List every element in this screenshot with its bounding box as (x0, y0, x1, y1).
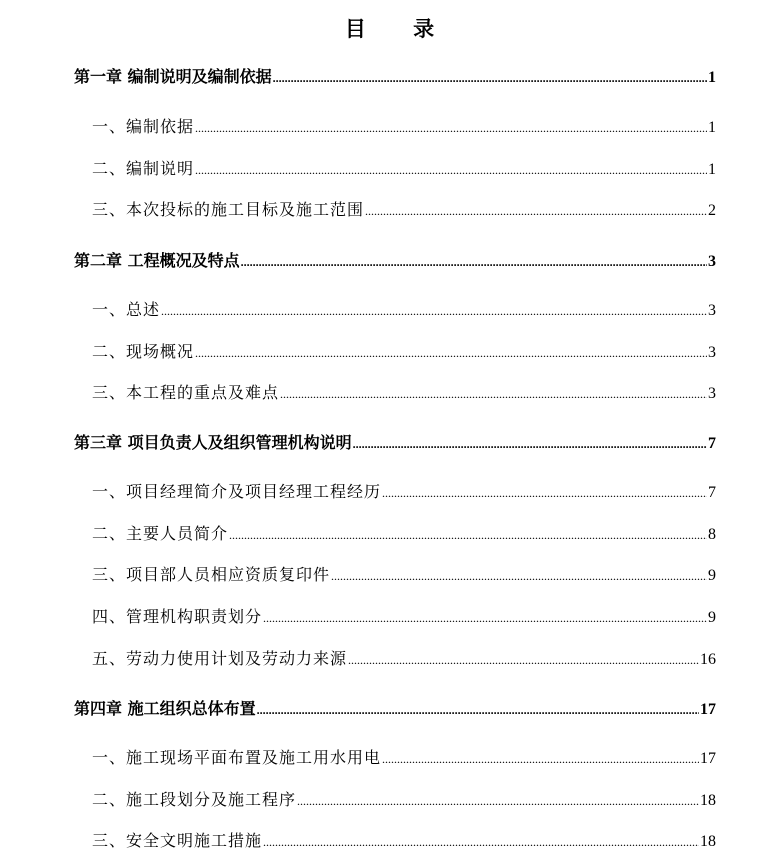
toc-page-number: 18 (700, 833, 716, 850)
toc-leader-dots (331, 563, 707, 589)
toc-entry-section[interactable] (92, 646, 716, 672)
toc-entry-text: 三、本工程的重点及难点 (92, 383, 280, 402)
toc-entry-text: 一、总述 (92, 300, 161, 319)
toc-entry-section[interactable] (92, 787, 716, 813)
toc-leader-dots (241, 249, 707, 275)
toc-page-number: 1 (708, 69, 716, 86)
toc-page-number: 1 (708, 119, 716, 136)
toc-entry-section[interactable] (92, 562, 716, 588)
toc-entry-text: 第三章 项目负责人及组织管理机构说明 (74, 433, 352, 452)
toc-leader-dots (280, 381, 707, 407)
toc-page-number: 8 (708, 526, 716, 543)
toc-page-number: 17 (700, 701, 716, 718)
toc-entry-text: 五、劳动力使用计划及劳动力来源 (92, 649, 348, 668)
toc-leader-dots (273, 65, 707, 91)
toc-leader-dots (382, 480, 707, 506)
toc-entry-text: 二、主要人员简介 (92, 524, 229, 543)
toc-leader-dots (382, 746, 699, 772)
toc-entry-chapter-4[interactable] (74, 696, 716, 722)
toc-entry-section[interactable] (92, 380, 716, 406)
toc-page-number: 9 (708, 567, 716, 584)
toc-leader-dots (263, 829, 699, 855)
toc-page-number: 18 (700, 792, 716, 809)
toc-entry-text: 三、项目部人员相应资质复印件 (92, 565, 331, 584)
toc-leader-dots (195, 340, 707, 366)
toc-entry-section[interactable] (92, 114, 716, 140)
toc-entry-text: 第二章 工程概况及特点 (74, 251, 240, 270)
toc-entry-chapter-1[interactable] (74, 64, 716, 90)
toc-leader-dots (348, 647, 699, 673)
toc-page-number: 2 (708, 202, 716, 219)
toc-leader-dots (297, 788, 699, 814)
toc-entry-chapter-3[interactable] (74, 430, 716, 456)
toc-entry-section[interactable] (92, 156, 716, 182)
toc-page-number: 3 (708, 302, 716, 319)
toc-entry-section[interactable] (92, 197, 716, 223)
toc-page-number: 17 (700, 750, 716, 767)
toc-entry-text: 一、项目经理简介及项目经理工程经历 (92, 482, 382, 501)
toc-title: 目 录 (344, 17, 455, 41)
toc-page-number: 7 (708, 484, 716, 501)
toc-entry-text: 三、本次投标的施工目标及施工范围 (92, 200, 365, 219)
toc-page-number: 3 (708, 385, 716, 402)
toc-page-number: 1 (708, 161, 716, 178)
toc-leader-dots (195, 115, 707, 141)
toc-page-number: 9 (708, 609, 716, 626)
toc-entry-section[interactable] (92, 297, 716, 323)
toc-entry-text: 第一章 编制说明及编制依据 (74, 67, 272, 86)
toc-entry-text: 一、施工现场平面布置及施工用水用电 (92, 748, 382, 767)
toc-entry-text: 第四章 施工组织总体布置 (74, 699, 256, 718)
toc-leader-dots (229, 522, 707, 548)
toc-entry-text: 二、现场概况 (92, 342, 195, 361)
toc-entry-section[interactable] (92, 828, 716, 854)
toc-entry-section[interactable] (92, 521, 716, 547)
toc-entry-section[interactable] (92, 604, 716, 630)
toc-entry-chapter-2[interactable] (74, 248, 716, 274)
toc-page-number: 7 (708, 435, 716, 452)
toc-entry-section[interactable] (92, 339, 716, 365)
toc-page-number: 16 (700, 651, 716, 668)
toc-leader-dots (195, 157, 707, 183)
toc-entry-text: 二、编制说明 (92, 159, 195, 178)
toc-entry-section[interactable] (92, 745, 716, 771)
toc-page-number: 3 (708, 344, 716, 361)
toc-entry-text: 一、编制依据 (92, 117, 195, 136)
toc-entry-text: 三、安全文明施工措施 (92, 831, 263, 850)
toc-leader-dots (365, 198, 707, 224)
toc-entry-section[interactable] (92, 479, 716, 505)
toc-entry-text: 二、施工段划分及施工程序 (92, 790, 297, 809)
toc-leader-dots (263, 605, 707, 631)
toc-page-number: 3 (708, 253, 716, 270)
toc-leader-dots (257, 697, 699, 723)
toc-leader-dots (353, 431, 707, 457)
toc-leader-dots (161, 298, 707, 324)
toc-entry-text: 四、管理机构职责划分 (92, 607, 263, 626)
